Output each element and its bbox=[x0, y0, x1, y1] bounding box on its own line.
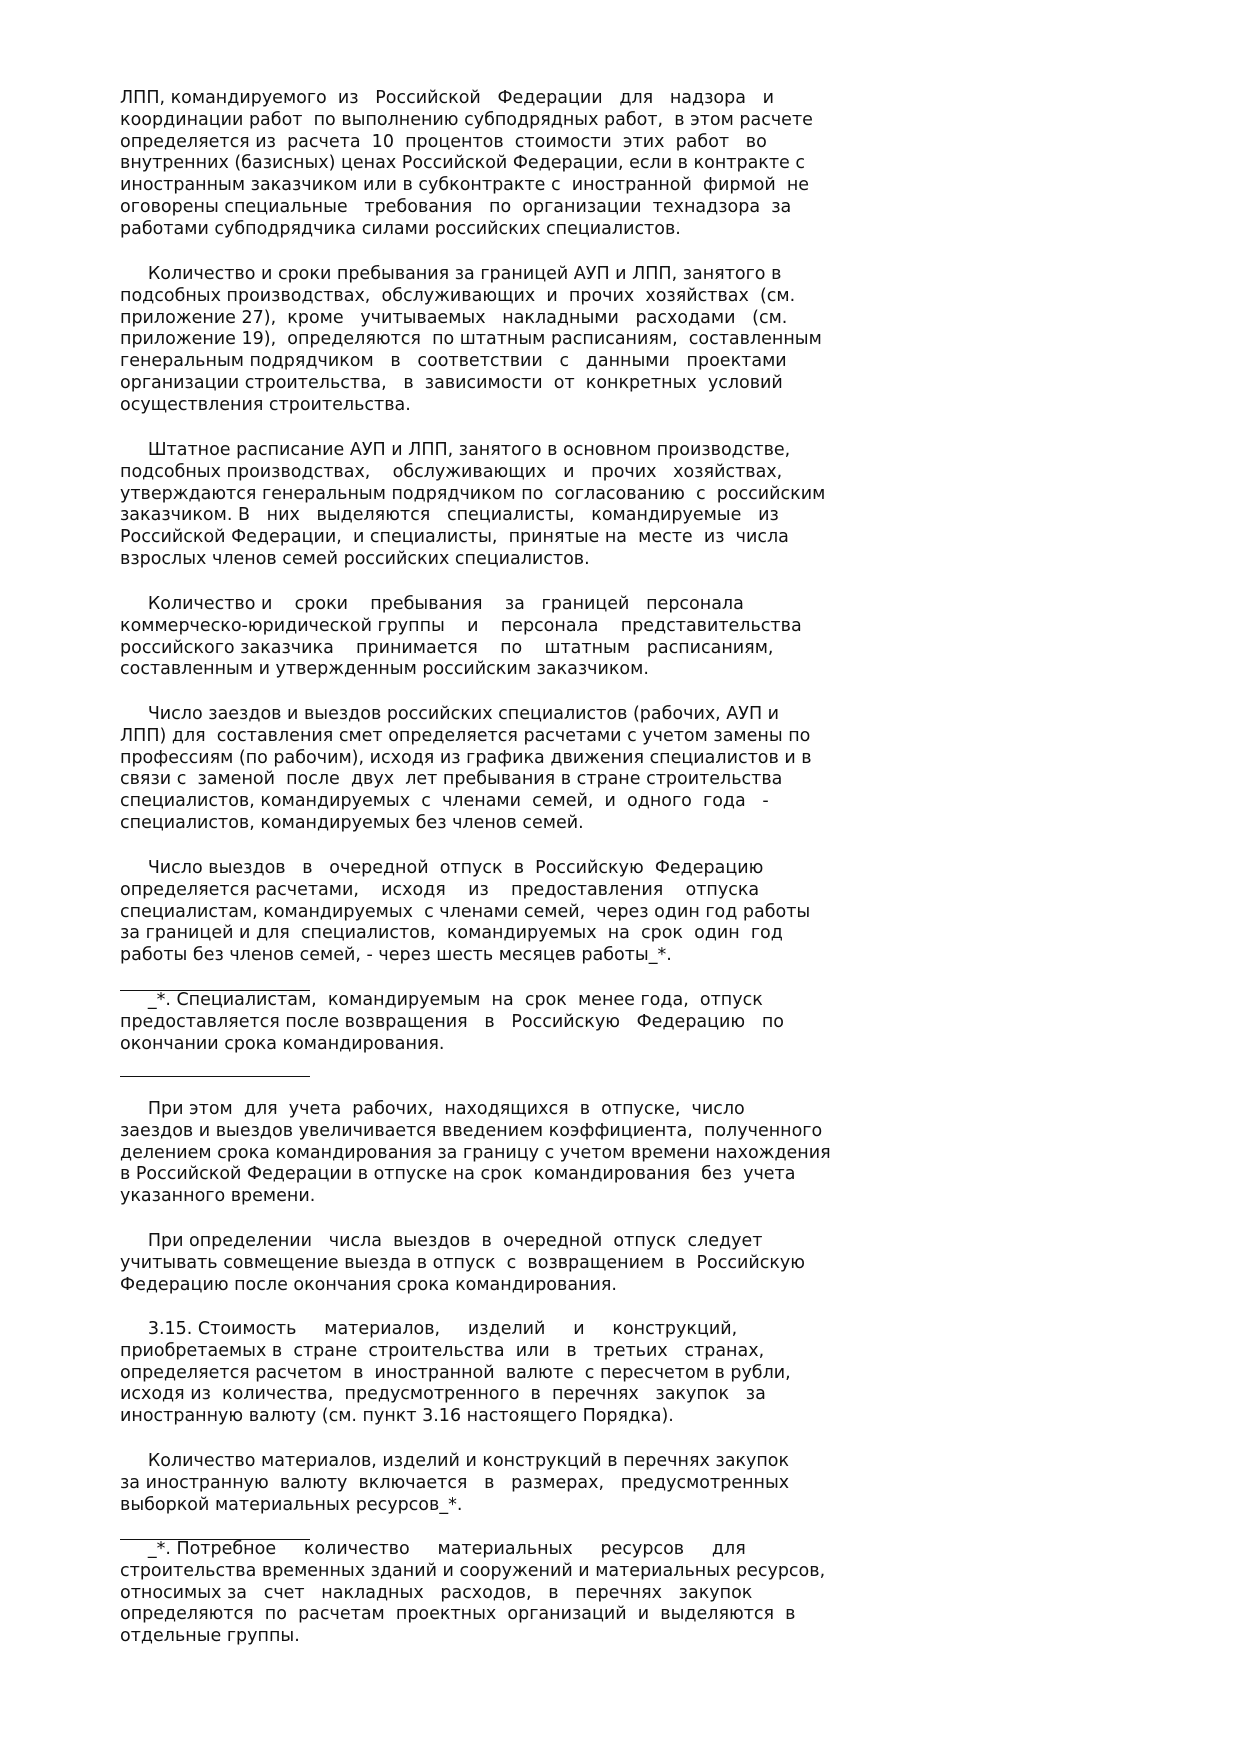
paragraph-combined-departure bbox=[120, 1231, 920, 1296]
text-line: иностранным заказчиком или в субконтракте с иностранной фирмой не bbox=[120, 175, 810, 196]
text-line: Число заездов и выездов российских специалистов (рабочих, АУП и bbox=[120, 704, 780, 724]
text-line: утверждаются генеральным подрядчиком по согласованию с российским bbox=[120, 483, 826, 504]
text-line: за иностранную валюту включается в размерах, предусмотренных bbox=[120, 1472, 790, 1493]
paragraph-arrivals-departures bbox=[120, 704, 920, 835]
text-line: исходя из количества, предусмотренного в перечнях закупок за bbox=[120, 1384, 766, 1405]
text-line: определяется из расчета 10 процентов стоимости этих работ во bbox=[120, 131, 767, 152]
text-line: делением срока командирования за границу с учетом времени нахождения bbox=[120, 1142, 831, 1163]
text-line: Количество и сроки пребывания за границей персонала bbox=[120, 594, 744, 614]
text-line: _*. Специалистам, командируемым на срок менее года, отпуск bbox=[120, 990, 763, 1010]
text-line: взрослых членов семей российских специалистов. bbox=[120, 548, 590, 569]
footnote-required-materials bbox=[120, 1539, 920, 1648]
text-line: координации работ по выполнению субподрядных работ, в этом расчете bbox=[120, 109, 813, 130]
text-line: определяются по расчетам проектных организаций и выделяются в bbox=[120, 1604, 796, 1625]
text-line: оговорены специальные требования по организации технадзора за bbox=[120, 196, 792, 217]
text-line: указанного времени. bbox=[120, 1186, 316, 1207]
text-line: _*. Потребное количество материальных ресурсов для bbox=[120, 1539, 746, 1559]
text-line: заказчиком. В них выделяются специалисты, командируемые из bbox=[120, 505, 779, 526]
text-line: ЛПП, командируемого из Российской Федерации для надзора и bbox=[120, 88, 775, 108]
text-line: Количество материалов, изделий и конструкций в перечнях закупок bbox=[120, 1451, 790, 1471]
text-line: внутренних (базисных) ценах Российской Федерации, если в контракте с bbox=[120, 153, 806, 174]
paragraph-vacation-trips bbox=[120, 858, 920, 967]
paragraph-3-15-materials-cost bbox=[120, 1319, 920, 1428]
text-line: подсобных производствах, обслуживающих и прочих хозяйствах, bbox=[120, 461, 783, 482]
text-line: коммерческо-юридической группы и персонала представительства bbox=[120, 615, 802, 636]
text-line: определяется расчетами, исходя из предоставления отпуска bbox=[120, 879, 760, 900]
footnote-vacation bbox=[120, 990, 920, 1055]
text-line: связи с заменой после двух лет пребывания в стране строительства bbox=[120, 769, 783, 790]
text-line: приобретаемых в стране строительства или в третьих странах, bbox=[120, 1340, 765, 1361]
paragraph-stay-duration bbox=[120, 264, 920, 417]
text-line: составленным и утвержденным российским заказчиком. bbox=[120, 659, 649, 680]
footnote-end-separator bbox=[120, 1076, 310, 1077]
text-line: специалистов, командируемых без членов семей. bbox=[120, 812, 584, 833]
paragraph-ltp-supervision bbox=[120, 88, 920, 241]
text-line: При определении числа выездов в очередной отпуск следует bbox=[120, 1231, 763, 1251]
text-line: Штатное расписание АУП и ЛПП, занятого в основном производстве, bbox=[120, 440, 791, 460]
text-line: выборкой материальных ресурсов_*. bbox=[120, 1494, 463, 1515]
text-line: определяется расчетом в иностранной валюте с пересчетом в рубли, bbox=[120, 1362, 791, 1383]
text-line: работами субподрядчика силами российских специалистов. bbox=[120, 218, 681, 239]
text-line: российского заказчика принимается по штатным расписаниям, bbox=[120, 637, 774, 658]
text-line: 3.15. Стоимость материалов, изделий и конструкций, bbox=[120, 1319, 738, 1339]
text-line: профессиям (по рабочим), исходя из графика движения специалистов и в bbox=[120, 747, 812, 768]
text-line: строительства временных зданий и сооружений и материальных ресурсов, bbox=[120, 1560, 826, 1581]
text-line: организации строительства, в зависимости от конкретных условий bbox=[120, 372, 783, 393]
paragraph-workers-on-leave bbox=[120, 1099, 920, 1208]
text-line: генеральным подрядчиком в соответствии с данными проектами bbox=[120, 351, 787, 372]
text-line: Федерацию после окончания срока командирования. bbox=[120, 1274, 617, 1295]
text-line: работы без членов семей, - через шесть месяцев работы_*. bbox=[120, 945, 672, 966]
text-line: специалистам, командируемых с членами семей, через один год работы bbox=[120, 901, 811, 922]
text-line: При этом для учета рабочих, находящихся в отпуске, число bbox=[120, 1099, 745, 1119]
text-line: Российской Федерации, и специалисты, принятые на месте из числа bbox=[120, 527, 789, 548]
text-line: подсобных производствах, обслуживающих и прочих хозяйствах (см. bbox=[120, 285, 796, 306]
text-line: Количество и сроки пребывания за границей АУП и ЛПП, занятого в bbox=[120, 264, 782, 284]
text-line: осуществления строительства. bbox=[120, 394, 411, 415]
text-line: учитывать совмещение выезда в отпуск с возвращением в Российскую bbox=[120, 1252, 806, 1273]
paragraph-staff-schedule bbox=[120, 440, 920, 571]
text-line: относимых за счет накладных расходов, в перечнях закупок bbox=[120, 1582, 753, 1603]
text-line: Число выездов в очередной отпуск в Российскую Федерацию bbox=[120, 858, 764, 878]
paragraph-materials-quantity bbox=[120, 1451, 920, 1516]
text-line: приложение 19), определяются по штатным расписаниям, составленным bbox=[120, 329, 822, 350]
text-line: окончании срока командирования. bbox=[120, 1033, 445, 1054]
text-line: заездов и выездов увеличивается введением коэффициента, полученного bbox=[120, 1120, 823, 1141]
paragraph-commercial-group bbox=[120, 594, 920, 681]
text-line: отдельные группы. bbox=[120, 1626, 300, 1647]
text-line: приложение 27), кроме учитываемых накладными расходами (см. bbox=[120, 307, 788, 328]
text-line: за границей и для специалистов, командируемых на срок один год bbox=[120, 923, 783, 944]
text-line: специалистов, командируемых с членами семей, и одного года - bbox=[120, 791, 769, 812]
text-line: ЛПП) для составления смет определяется расчетами с учетом замены по bbox=[120, 725, 811, 746]
text-line: в Российской Федерации в отпуске на срок командирования без учета bbox=[120, 1164, 796, 1185]
text-line: иностранную валюту (см. пункт 3.16 настоящего Порядка). bbox=[120, 1406, 674, 1427]
text-line: предоставляется после возвращения в Российскую Федерацию по bbox=[120, 1011, 785, 1032]
